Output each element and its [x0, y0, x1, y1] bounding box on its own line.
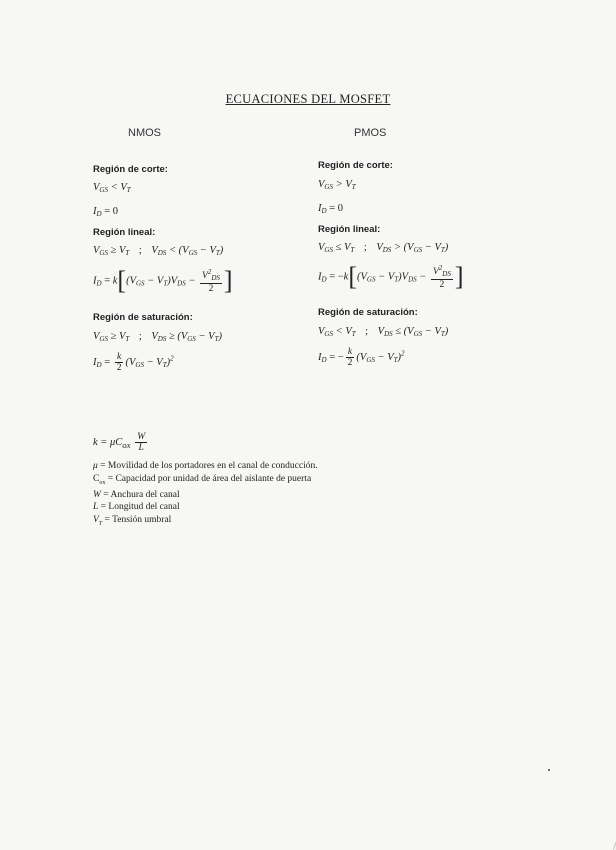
- pmos-sat-eq1: $V_{GS} < V_T$ ; $V_{DS} \le (V_{GS} - V_T)$: [318, 326, 449, 338]
- def-w: W = Anchura del canal: [93, 489, 180, 500]
- nmos-sat-heading: Región de saturación:: [93, 312, 193, 323]
- pmos-sat-heading: Región de saturación:: [318, 307, 418, 318]
- pmos-heading: PMOS: [354, 127, 387, 139]
- pmos-sat-eq2: $I_D$ = − $\frac{k}{2}$ $(V_{GS} - V_T)^2$: [318, 347, 405, 368]
- def-mu: μ = Movilidad de los portadores en el canal de conducción.: [93, 461, 318, 471]
- nmos-lineal-heading: Región lineal:: [93, 227, 156, 238]
- pmos-lineal-eq2: $I_D = -k[(V_{GS} - V_T)V_{DS}$ − $\frac{V^2_{DS}}{2}$ ]: [318, 262, 464, 291]
- nmos-lineal-eq2: $I_D = k[(V_{GS} - V_T)V_{DS}$ − $\frac{V^2_{DS}}{2}$ ]: [93, 266, 233, 295]
- pmos-corte-eq1: $V_{GS} > V_T$: [318, 179, 356, 191]
- def-vt: $V_T$ = Tensión umbral: [93, 514, 172, 527]
- definitions-list: [93, 460, 318, 530]
- nmos-corte-eq1: $V_{GS} < V_T$: [93, 182, 131, 194]
- nmos-sat-eq2: $I_D$ = $\frac{k}{2}$ $(V_{GS} - V_T)^2$: [93, 352, 174, 373]
- k-formula: $k = \mu C_{ox}$ $\frac{W}{L}$: [93, 432, 146, 453]
- pmos-corte-heading: Región de corte:: [318, 160, 393, 171]
- def-l: L = Longitud del canal: [93, 502, 180, 513]
- pmos-lineal-eq1: $V_{GS} \le V_T$ ; $V_{DS} > (V_{GS} - V_T)$: [318, 242, 449, 254]
- nmos-sat-eq1: $V_{GS} \ge V_T$ ; $V_{DS} \ge (V_{GS} - V_T)$: [93, 331, 222, 343]
- scan-speck: [548, 769, 550, 771]
- nmos-corte-eq2: $I_D = 0$: [93, 206, 118, 218]
- def-cox: $C_{ox}$ = Capacidad por unidad de área del aislante de puerta: [93, 473, 312, 486]
- nmos-corte-heading: Región de corte:: [93, 164, 168, 175]
- pmos-lineal-heading: Región lineal:: [318, 224, 381, 235]
- page-title: ECUACIONES DEL MOSFET: [225, 92, 391, 106]
- pmos-corte-eq2: $I_D = 0$: [318, 203, 343, 215]
- nmos-lineal-eq1: $V_{GS} \ge V_T$ ; $V_{DS} < (V_{GS} - V_T)$: [93, 245, 224, 257]
- nmos-heading: NMOS: [128, 127, 161, 139]
